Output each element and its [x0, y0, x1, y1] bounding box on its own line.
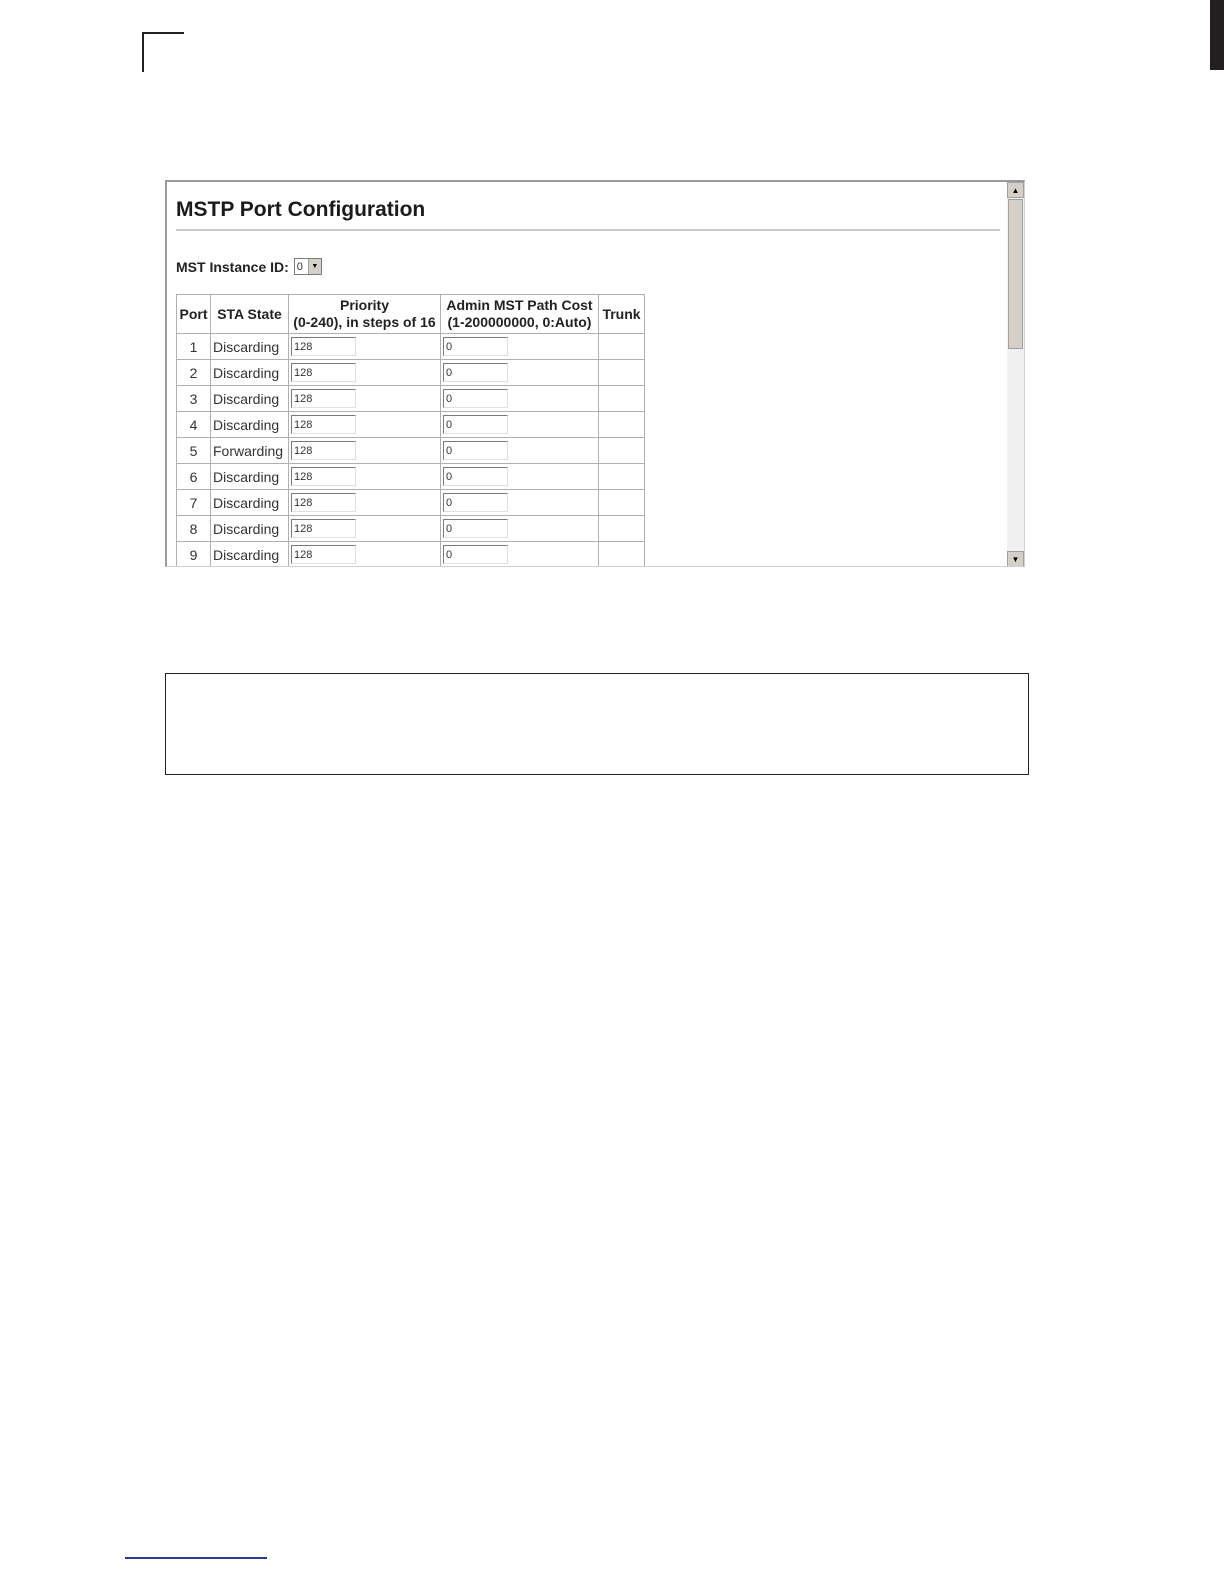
page-title: MSTP Port Configuration — [176, 198, 426, 221]
sta-state: Discarding — [211, 386, 289, 412]
empty-note-box — [165, 673, 1029, 775]
sta-state: Discarding — [211, 360, 289, 386]
path-cost-cell — [441, 438, 599, 464]
header-priority-title: Priority — [339, 297, 389, 313]
arrow-up-icon[interactable]: ▲ — [1007, 182, 1024, 198]
path-cost-input[interactable] — [443, 519, 508, 538]
header-trunk: Trunk — [599, 295, 645, 334]
title-divider — [176, 229, 1000, 231]
sta-state: Forwarding — [211, 438, 289, 464]
sta-state: Discarding — [211, 464, 289, 490]
trunk-cell — [599, 516, 645, 542]
path-cost-cell — [441, 542, 599, 567]
instance-select-value: 0 — [296, 260, 303, 273]
priority-input[interactable] — [291, 467, 356, 486]
table-row — [177, 386, 645, 412]
priority-input[interactable] — [291, 363, 356, 382]
priority-cell — [289, 490, 441, 516]
header-sta-state: STA State — [211, 295, 289, 334]
trunk-cell — [599, 334, 645, 360]
vertical-scrollbar[interactable] — [1007, 182, 1024, 567]
path-cost-cell — [441, 490, 599, 516]
priority-cell — [289, 438, 441, 464]
page-content — [167, 182, 1007, 567]
page-edge-tab — [1210, 0, 1224, 70]
trunk-cell — [599, 542, 645, 567]
crop-mark-horizontal — [142, 32, 184, 34]
table-row — [177, 360, 645, 386]
path-cost-cell — [441, 464, 599, 490]
path-cost-cell — [441, 386, 599, 412]
path-cost-cell — [441, 360, 599, 386]
table-row — [177, 542, 645, 567]
header-priority — [289, 295, 441, 334]
port-number: 5 — [177, 438, 211, 464]
priority-input[interactable] — [291, 441, 356, 460]
trunk-cell — [599, 438, 645, 464]
table-row — [177, 438, 645, 464]
port-number: 1 — [177, 334, 211, 360]
trunk-cell — [599, 360, 645, 386]
path-cost-input[interactable] — [443, 493, 508, 512]
priority-input[interactable] — [291, 337, 356, 356]
path-cost-cell — [441, 334, 599, 360]
trunk-cell — [599, 386, 645, 412]
table-row — [177, 516, 645, 542]
path-cost-input[interactable] — [443, 441, 508, 460]
instance-selector-row — [176, 258, 322, 275]
port-number: 9 — [177, 542, 211, 567]
port-table — [176, 294, 645, 567]
priority-cell — [289, 516, 441, 542]
sta-state: Discarding — [211, 516, 289, 542]
table-row — [177, 464, 645, 490]
browser-frame — [165, 180, 1025, 567]
table-row — [177, 490, 645, 516]
path-cost-input[interactable] — [443, 467, 508, 486]
path-cost-input[interactable] — [443, 389, 508, 408]
priority-cell — [289, 542, 441, 567]
table-row — [177, 334, 645, 360]
chevron-down-icon[interactable]: ▼ — [308, 259, 321, 274]
priority-cell — [289, 360, 441, 386]
port-number: 8 — [177, 516, 211, 542]
table-row — [177, 412, 645, 438]
port-number: 6 — [177, 464, 211, 490]
priority-input[interactable] — [291, 389, 356, 408]
port-number: 7 — [177, 490, 211, 516]
trunk-cell — [599, 464, 645, 490]
path-cost-input[interactable] — [443, 415, 508, 434]
footer-rule — [125, 1557, 267, 1559]
path-cost-input[interactable] — [443, 363, 508, 382]
instance-select[interactable] — [294, 258, 322, 275]
instance-label: MST Instance ID: — [176, 258, 289, 275]
header-port: Port — [177, 295, 211, 334]
header-path-cost-title: Admin MST Path Cost — [446, 297, 593, 313]
sta-state: Discarding — [211, 490, 289, 516]
priority-input[interactable] — [291, 493, 356, 512]
header-path-cost-range: (1-200000000, 0:Auto) — [447, 314, 592, 330]
path-cost-cell — [441, 516, 599, 542]
priority-cell — [289, 412, 441, 438]
header-priority-range: (0-240), in steps of 16 — [293, 314, 436, 330]
sta-state: Discarding — [211, 412, 289, 438]
sta-state: Discarding — [211, 334, 289, 360]
sta-state: Discarding — [211, 542, 289, 567]
trunk-cell — [599, 490, 645, 516]
priority-input[interactable] — [291, 415, 356, 434]
priority-cell — [289, 334, 441, 360]
port-number: 3 — [177, 386, 211, 412]
path-cost-input[interactable] — [443, 337, 508, 356]
port-number: 4 — [177, 412, 211, 438]
scrollbar-thumb[interactable] — [1008, 199, 1023, 349]
priority-input[interactable] — [291, 519, 356, 538]
port-number: 2 — [177, 360, 211, 386]
priority-cell — [289, 464, 441, 490]
arrow-down-icon[interactable]: ▼ — [1007, 551, 1024, 567]
path-cost-cell — [441, 412, 599, 438]
path-cost-input[interactable] — [443, 545, 508, 564]
priority-cell — [289, 386, 441, 412]
trunk-cell — [599, 412, 645, 438]
crop-mark-vertical — [142, 32, 144, 72]
header-path-cost — [441, 295, 599, 334]
table-header-row — [177, 295, 645, 334]
priority-input[interactable] — [291, 545, 356, 564]
